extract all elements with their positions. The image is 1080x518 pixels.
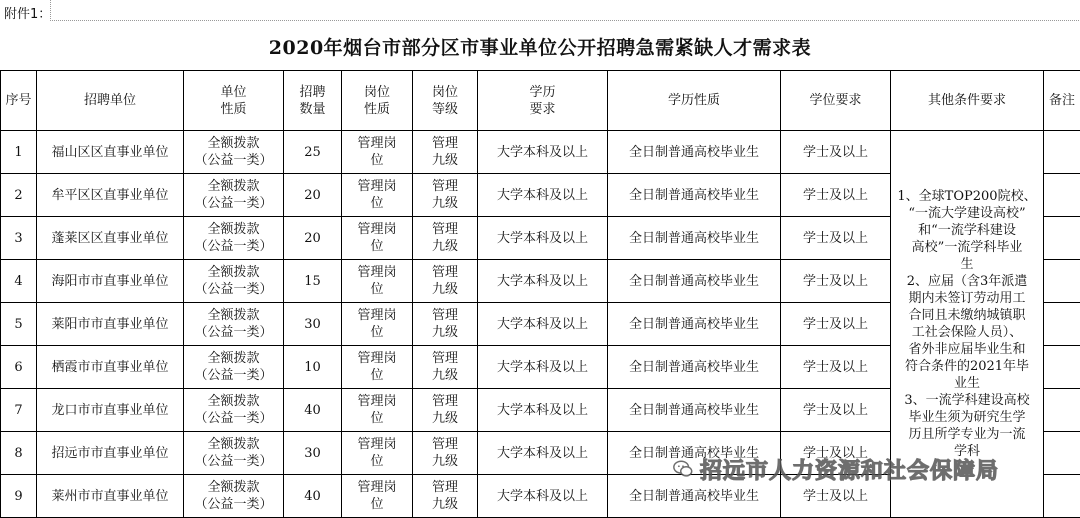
row-edu: 大学本科及以上: [478, 260, 608, 303]
row-edu-type: 全日制普通高校毕业生: [608, 303, 781, 346]
row-count: 30: [284, 303, 342, 346]
col-header-remark: 备注: [1044, 71, 1080, 131]
row-post-level: 管理 九级: [413, 389, 478, 432]
row-edu-type: 全日制普通高校毕业生: [608, 174, 781, 217]
col-header-no: 序号: [1, 71, 37, 131]
annex-box: [50, 0, 1080, 21]
row-remark: [1044, 217, 1080, 260]
row-nature: 全额拨款 （公益一类）: [184, 217, 284, 260]
row-unit: 栖霞市市直事业单位: [37, 346, 184, 389]
row-edu: 大学本科及以上: [478, 432, 608, 475]
row-post-level: 管理 九级: [413, 346, 478, 389]
other-requirement-line: 业生: [953, 376, 980, 391]
row-edu-type: 全日制普通高校毕业生: [608, 217, 781, 260]
row-post-type: 管理岗 位: [342, 131, 413, 174]
other-requirement-line: 符合条件的2021年毕: [904, 359, 1030, 374]
row-post-type: 管理岗 位: [342, 432, 413, 475]
row-remark: [1044, 303, 1080, 346]
row-count: 40: [284, 475, 342, 518]
row-remark: [1044, 174, 1080, 217]
row-no: 6: [1, 346, 37, 389]
row-nature: 全额拨款 （公益一类）: [184, 389, 284, 432]
row-post-level: 管理 九级: [413, 174, 478, 217]
row-degree: 学士及以上: [781, 432, 891, 475]
row-edu: 大学本科及以上: [478, 217, 608, 260]
row-unit: 蓬莱区区直事业单位: [37, 217, 184, 260]
other-requirement-line: 学科: [953, 444, 980, 459]
col-header-nature: 单位 性质: [184, 71, 284, 131]
row-nature: 全额拨款 （公益一类）: [184, 475, 284, 518]
watermark-text: 招远市人力资源和社会保障局: [700, 458, 1000, 484]
row-no: 2: [1, 174, 37, 217]
row-post-level: 管理 九级: [413, 217, 478, 260]
other-requirement-line: 和“一流学科建设: [918, 223, 1016, 238]
row-edu-type: 全日制普通高校毕业生: [608, 260, 781, 303]
row-nature: 全额拨款 （公益一类）: [184, 346, 284, 389]
row-edu-type: 全日制普通高校毕业生: [608, 131, 781, 174]
requirements-table: [0, 70, 1080, 518]
row-post-type: 管理岗 位: [342, 260, 413, 303]
row-nature: 全额拨款 （公益一类）: [184, 260, 284, 303]
row-count: 25: [284, 131, 342, 174]
row-no: 1: [1, 131, 37, 174]
other-requirement-line: 1、全球TOP200院校、: [897, 189, 1037, 204]
row-post-type: 管理岗 位: [342, 303, 413, 346]
row-count: 30: [284, 432, 342, 475]
row-post-level: 管理 九级: [413, 303, 478, 346]
row-unit: 招远市市直事业单位: [37, 432, 184, 475]
row-no: 4: [1, 260, 37, 303]
table-body: [1, 131, 1080, 518]
row-count: 40: [284, 389, 342, 432]
row-degree: 学士及以上: [781, 346, 891, 389]
other-requirement-line: 期内未签订劳动用工: [908, 291, 1026, 306]
row-edu: 大学本科及以上: [478, 389, 608, 432]
col-header-edu-type: 学历性质: [608, 71, 781, 131]
row-edu: 大学本科及以上: [478, 475, 608, 518]
other-requirement-line: 2、应届（含3年派遣: [906, 274, 1028, 289]
other-requirement-line: 工社会保险人员）、: [911, 325, 1023, 340]
table-row: [1, 131, 1080, 174]
row-remark: [1044, 260, 1080, 303]
row-degree: 学士及以上: [781, 217, 891, 260]
row-post-type: 管理岗 位: [342, 475, 413, 518]
row-edu: 大学本科及以上: [478, 131, 608, 174]
row-remark: [1044, 432, 1080, 475]
row-edu-type: 全日制普通高校毕业生: [608, 346, 781, 389]
row-no: 8: [1, 432, 37, 475]
page-title: 2020年烟台市部分区市事业单位公开招聘急需紧缺人才需求表: [268, 36, 812, 59]
row-unit: 莱州市市直事业单位: [37, 475, 184, 518]
row-edu: 大学本科及以上: [478, 346, 608, 389]
other-requirements-cell: [891, 131, 1044, 518]
row-count: 15: [284, 260, 342, 303]
row-unit: 莱阳市市直事业单位: [37, 303, 184, 346]
row-remark: [1044, 346, 1080, 389]
other-requirement-line: 历且所学专业为一流: [908, 427, 1026, 442]
other-requirement-line: 3、一流学科建设高校: [904, 393, 1030, 408]
row-remark: [1044, 131, 1080, 174]
table-header-row: [1, 71, 1080, 131]
col-header-edu: 学历 要求: [478, 71, 608, 131]
row-edu: 大学本科及以上: [478, 174, 608, 217]
row-no: 3: [1, 217, 37, 260]
row-degree: 学士及以上: [781, 174, 891, 217]
row-edu-type: 全日制普通高校毕业生: [608, 475, 781, 518]
col-header-post-type: 岗位 性质: [342, 71, 413, 131]
col-header-unit: 招聘单位: [37, 71, 184, 131]
row-count: 10: [284, 346, 342, 389]
row-post-level: 管理 九级: [413, 260, 478, 303]
other-requirement-line: “一流大学建设高校”: [908, 206, 1026, 221]
other-requirement-line: 合同且未缴纳城镇职: [908, 308, 1026, 323]
row-count: 20: [284, 217, 342, 260]
row-no: 5: [1, 303, 37, 346]
row-degree: 学士及以上: [781, 303, 891, 346]
other-requirement-line: 省外非应届毕业生和: [908, 342, 1026, 357]
row-no: 7: [1, 389, 37, 432]
row-unit: 牟平区区直事业单位: [37, 174, 184, 217]
other-requirement-line: 毕业生须为研究生学: [908, 410, 1026, 425]
row-nature: 全额拨款 （公益一类）: [184, 303, 284, 346]
row-post-type: 管理岗 位: [342, 217, 413, 260]
row-nature: 全额拨款 （公益一类）: [184, 131, 284, 174]
row-post-level: 管理 九级: [413, 432, 478, 475]
row-unit: 海阳市市直事业单位: [37, 260, 184, 303]
row-count: 20: [284, 174, 342, 217]
row-degree: 学士及以上: [781, 131, 891, 174]
other-requirement-line: 高校”一流学科毕业: [911, 240, 1023, 255]
row-degree: 学士及以上: [781, 260, 891, 303]
col-header-degree: 学位要求: [781, 71, 891, 131]
row-remark: [1044, 475, 1080, 518]
row-post-type: 管理岗 位: [342, 174, 413, 217]
row-post-type: 管理岗 位: [342, 389, 413, 432]
row-unit: 龙口市市直事业单位: [37, 389, 184, 432]
row-remark: [1044, 389, 1080, 432]
col-header-count: 招聘 数量: [284, 71, 342, 131]
row-nature: 全额拨款 （公益一类）: [184, 174, 284, 217]
row-degree: 学士及以上: [781, 389, 891, 432]
row-nature: 全额拨款 （公益一类）: [184, 432, 284, 475]
row-no: 9: [1, 475, 37, 518]
row-unit: 福山区区直事业单位: [37, 131, 184, 174]
annex-header: [0, 0, 1080, 22]
row-degree: 学士及以上: [781, 475, 891, 518]
col-header-other: 其他条件要求: [891, 71, 1044, 131]
row-edu-type: 全日制普通高校毕业生: [608, 432, 781, 475]
other-requirement-line: 生: [960, 257, 974, 272]
row-edu: 大学本科及以上: [478, 303, 608, 346]
row-post-type: 管理岗 位: [342, 346, 413, 389]
col-header-post-level: 岗位 等级: [413, 71, 478, 131]
row-post-level: 管理 九级: [413, 475, 478, 518]
annex-label: 附件1：: [4, 7, 52, 22]
row-post-level: 管理 九级: [413, 131, 478, 174]
row-edu-type: 全日制普通高校毕业生: [608, 389, 781, 432]
